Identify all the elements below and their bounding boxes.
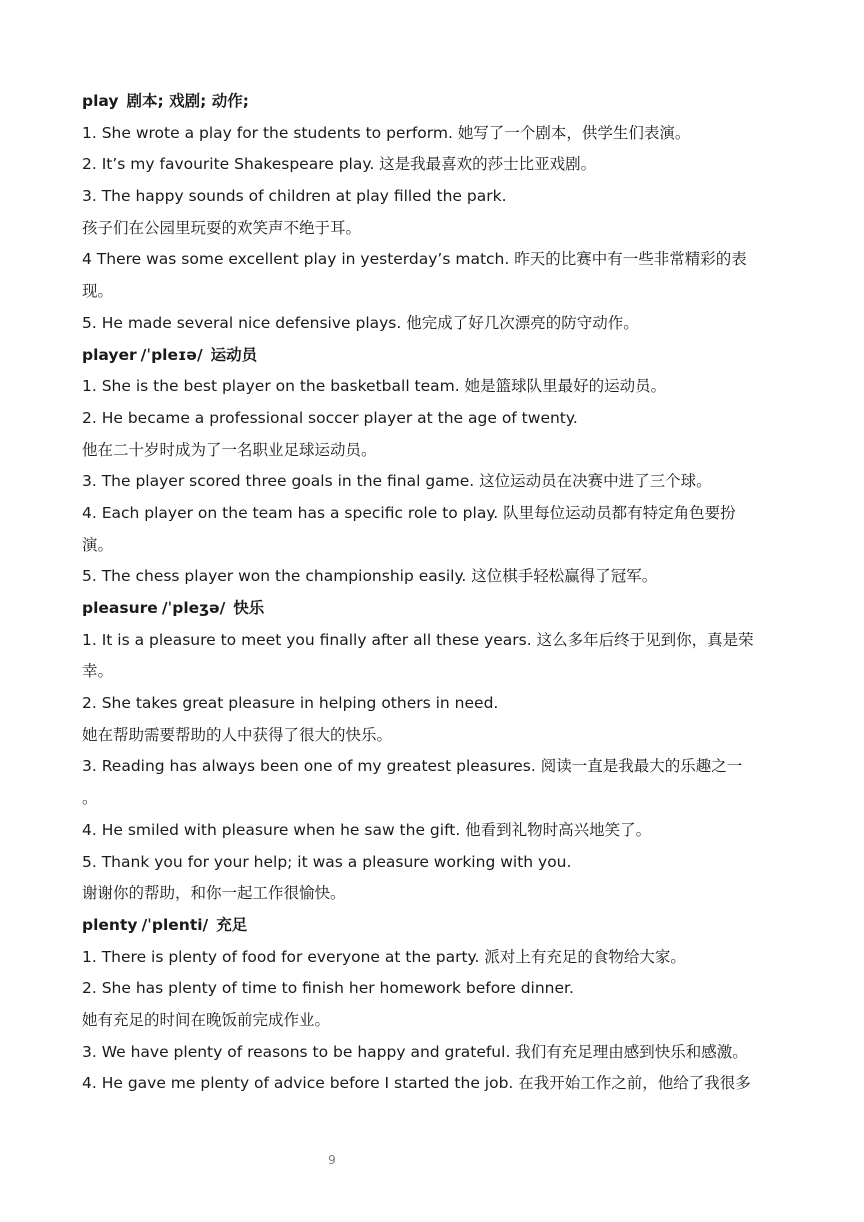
headword-meaning: 充足 bbox=[216, 915, 248, 934]
headword-play bbox=[82, 86, 788, 118]
example-line: 4. He gave me plenty of advice before I started the job. 在我开始工作之前，他给了我很多 bbox=[82, 1074, 751, 1093]
example-line: 5. The chess player won the championship easily. 这位棋手轻松赢得了冠军。 bbox=[82, 567, 658, 586]
example-line: 4. Each player on the team has a specific role to play. 队里每位运动员都有特定角色要扮 bbox=[82, 503, 736, 522]
headword-word: play bbox=[82, 92, 119, 110]
headword-word: player bbox=[82, 345, 137, 364]
example-line: 4 There was some excellent play in yesterday’s match. 昨天的比赛中有一些非常精彩的表 bbox=[82, 250, 747, 269]
example-line: 她在帮助需要帮助的人中获得了很大的快乐。 bbox=[82, 725, 393, 744]
example-line: 她有充足的时间在晚饭前完成作业。 bbox=[82, 1010, 331, 1029]
example-line: 5. He made several nice defensive plays. 他完成了好几次漂亮的防守动作。 bbox=[82, 313, 639, 332]
headword-pleasure bbox=[82, 593, 788, 625]
example-line: 5. Thank you for your help; it was a pleasure working with you. bbox=[82, 852, 572, 871]
example-line: 2. She has plenty of time to finish her homework before dinner. bbox=[82, 979, 574, 998]
headword-word: plenty bbox=[82, 915, 138, 934]
example-line: 2. It’s my favourite Shakespeare play. 这是我最喜欢的莎士比亚戏剧。 bbox=[82, 155, 597, 174]
example-line: 2. She takes great pleasure in helping others in need. bbox=[82, 694, 499, 713]
headword-ipa: /ˈplenti/ bbox=[141, 915, 209, 934]
page-number: 9 bbox=[328, 1153, 336, 1167]
example-line: 演。 bbox=[82, 535, 114, 554]
example-line: 3. The happy sounds of children at play filled the park. bbox=[82, 187, 507, 206]
example-line: 1. It is a pleasure to meet you finally after all these years. 这么多年后终于见到你，真是荣 bbox=[82, 630, 754, 649]
example-line: 他在二十岁时成为了一名职业足球运动员。 bbox=[82, 440, 377, 459]
example-line: 1. She is the best player on the basketball team. 她是篮球队里最好的运动员。 bbox=[82, 377, 667, 396]
headword-meaning: 剧本; 戏剧; 动作; bbox=[126, 92, 249, 110]
headword-ipa: /ˈpleɪə/ bbox=[140, 345, 203, 364]
example-line: 3. The player scored three goals in the final game. 这位运动员在决赛中进了三个球。 bbox=[82, 472, 712, 491]
headword-meaning: 快乐 bbox=[233, 599, 265, 617]
example-line: 2. He became a professional soccer player at the age of twenty. bbox=[82, 408, 578, 427]
headword-plenty bbox=[82, 910, 788, 942]
example-line: 3. Reading has always been one of my greatest pleasures. 阅读一直是我最大的乐趣之一 bbox=[82, 757, 743, 776]
example-line: 幸。 bbox=[82, 662, 114, 681]
headword-ipa: /ˈpleʒə/ bbox=[161, 599, 226, 617]
headword-player bbox=[82, 340, 788, 372]
vocabulary-page bbox=[82, 86, 788, 1100]
example-line: 3. We have plenty of reasons to be happy and grateful. 我们有充足理由感到快乐和感激。 bbox=[82, 1042, 748, 1061]
example-line: 现。 bbox=[82, 282, 114, 301]
example-line: 谢谢你的帮助，和你一起工作很愉快。 bbox=[82, 884, 346, 903]
headword-meaning: 运动员 bbox=[210, 345, 258, 364]
example-line: 4. He smiled with pleasure when he saw the gift. 他看到礼物时高兴地笑了。 bbox=[82, 820, 652, 839]
example-line: 。 bbox=[82, 789, 98, 808]
example-line: 1. There is plenty of food for everyone at the party. 派对上有充足的食物给大家。 bbox=[82, 947, 686, 966]
example-line: 1. She wrote a play for the students to perform. 她写了一个剧本，供学生们表演。 bbox=[82, 123, 691, 142]
example-line: 孩子们在公园里玩耍的欢笑声不绝于耳。 bbox=[82, 218, 362, 237]
headword-word: pleasure bbox=[82, 599, 158, 617]
